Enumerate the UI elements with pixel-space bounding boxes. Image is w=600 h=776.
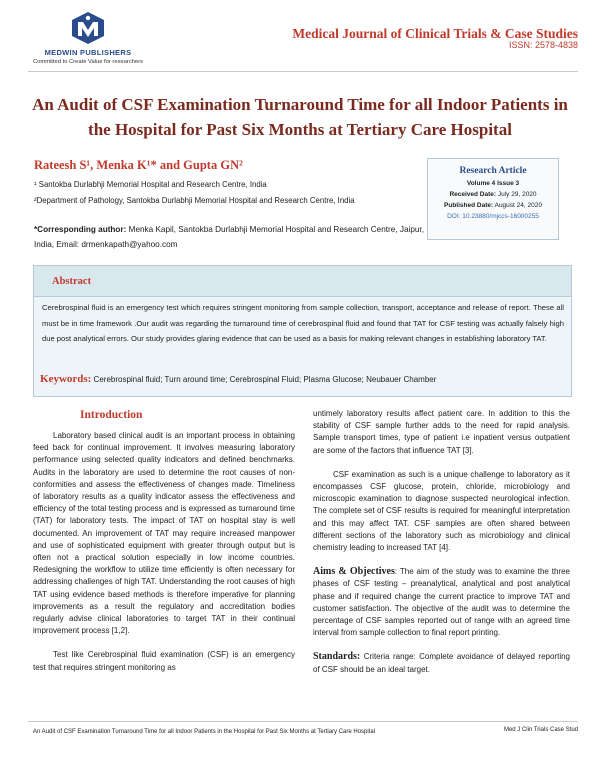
corresponding-author-text: Menka Kapil, Santokba Durlabhji Memorial Hospital and Research Centre, Jaipur, India, Email: drmenkapath@yahoo.com [34, 225, 424, 249]
footer-divider [28, 721, 578, 722]
intro-paragraph-1: Laboratory based clinical audit is an important process in obtaining feed back for continual improvement. It involves measuring laboratory performance using selected quality indicators and defined benchmarks. Audits in the laboratory are used to determine the root causes of non- conformities and assess the effectiveness of changes made. Timeliness of laboratory results as a quality indicator assess the effectiveness and efficiency of the total testing process and is expressed as turnaround time (TAT) for laboratory tests. The impact of TAT on hospital stay is well documented. An improvement of TAT may require increased manpower and use of sophisticated equipment with greater through output but is often not a practical solution especially in low income countries. Redesigning the workflow to utilize time efficiently is often necessary for addressing challenges of high TAT. Understanding the root causes of high TAT using evidence based methods is therefore imperative for planning improvements as a result the regulatory and accreditation bodies regularly advise clinical laboratories to target TAT in their continual improvement process [1,2]. [33, 431, 295, 636]
page-header [0, 0, 600, 70]
abstract-header [34, 266, 571, 297]
standards-label: Standards: [313, 651, 361, 663]
intro-paragraph-3: untimely laboratory results affect patient care. In addition to this the stability of CSF sample further adds to the need for rapid analysis. Sample transport times, type of patient i.e inpatient versus outpatient are some of the factors that influence TAT [3]. [313, 409, 570, 455]
intro-paragraph-4: CSF examination as such is a unique challenge to laboratory as it encompasses CSF glucose, protein, chloride, microbiology and microscopic examination to diagnose suspected neurological infection. The complete set of CSF results is required for meaningful interpretation and this may affect TAT. CSF samples are often shared between different sections of the laboratory such as microbiology and clinical chemistry leading to increased TAT [4]. [313, 469, 570, 553]
doi-link[interactable]: DOI: 10.23880/mjccs-16000255 [447, 213, 539, 220]
article-title: An Audit of CSF Examination Turnaround Time for all Indoor Patients in the Hospital for Past Six Months at Tertiary Care Hospital [32, 95, 568, 139]
introduction-heading: Introduction [80, 409, 143, 421]
corresponding-author-label: *Corresponding author: [34, 225, 127, 234]
footer-running-title: An Audit of CSF Examination Turnaround Time for all Indoor Patients in the Hospital for Past Six Months at Tertiary Care Hospital [33, 729, 376, 735]
medwin-logo-icon [68, 10, 108, 46]
right-column [313, 408, 570, 688]
received-date: Received Date: July 29, 2020 [449, 191, 537, 198]
affiliation-2: ²Department of Pathology, Santokba Durlabhji Memorial Hospital and Research Centre, India [34, 196, 355, 205]
publisher-tagline: Committed to Create Value for researchers [32, 59, 144, 65]
published-date: Published Date: August 24, 2020 [444, 202, 542, 209]
header-divider [28, 71, 578, 72]
aims-paragraph: Aims & Objectives: The aim of the study was to examine the three phases of CSF testing – preanalytical, analytical and post analytical phase and if required change the current practice to improve TAT and customer satisfaction. The objective of the audit was to determine the percentage of CSF samples reported out of range with an agreed time interval from sample collection to final report printing. [313, 566, 570, 638]
footer-journal-abbrev: Med J Clin Trials Case Stud [503, 727, 578, 733]
journal-issn: ISSN: 2578-4838 [508, 40, 578, 50]
affiliation-1: ¹ Santokba Durlabhji Memorial Hospital and Research Centre, India [34, 180, 267, 189]
keywords-label: Keywords: [40, 373, 92, 385]
publisher-name: MEDWIN PUBLISHERS [44, 48, 132, 57]
aims-label: Aims & Objectives [313, 566, 395, 578]
abstract-text: Cerebrospinal fluid is an emergency test which requires stringent monitoring from sample collection, transport, acceptance and release of report. These all must be in time framework .Our audit was regarding the turnaround time of cerebrospinal fluid and found that TAT for CSF testing was actually falsely high due post analytical errors. Our study provides glaring evidence that can be used as a basis for making relevant changes in establishing laboratory TAT. [42, 303, 564, 343]
volume-issue: Volume 4 Issue 3 [466, 180, 520, 187]
keywords [40, 373, 570, 385]
author-list: Rateesh S¹, Menka K¹* and Gupta GN² [34, 158, 243, 172]
abstract-heading: Abstract [52, 276, 92, 287]
corresponding-author [34, 222, 424, 252]
standards-paragraph: Standards: Criteria range: Complete avoidance of delayed reporting of CSF should be an ideal target. [313, 651, 570, 674]
journal-title: Medical Journal of Clinical Trials & Case Studies [292, 26, 578, 41]
intro-paragraph-2: Test like Cerebrospinal fluid examination (CSF) is an emergency test that requires stringent monitoring as [33, 650, 295, 672]
publisher-logo [28, 10, 148, 65]
keywords-text: Cerebrospinal fluid; Turn around time; Cerebrospinal Fluid; Plasma Glucose; Neubauer Chamber [91, 375, 437, 384]
article-info-box [427, 158, 559, 240]
article-type: Research Article [459, 166, 527, 176]
left-column [33, 430, 295, 686]
